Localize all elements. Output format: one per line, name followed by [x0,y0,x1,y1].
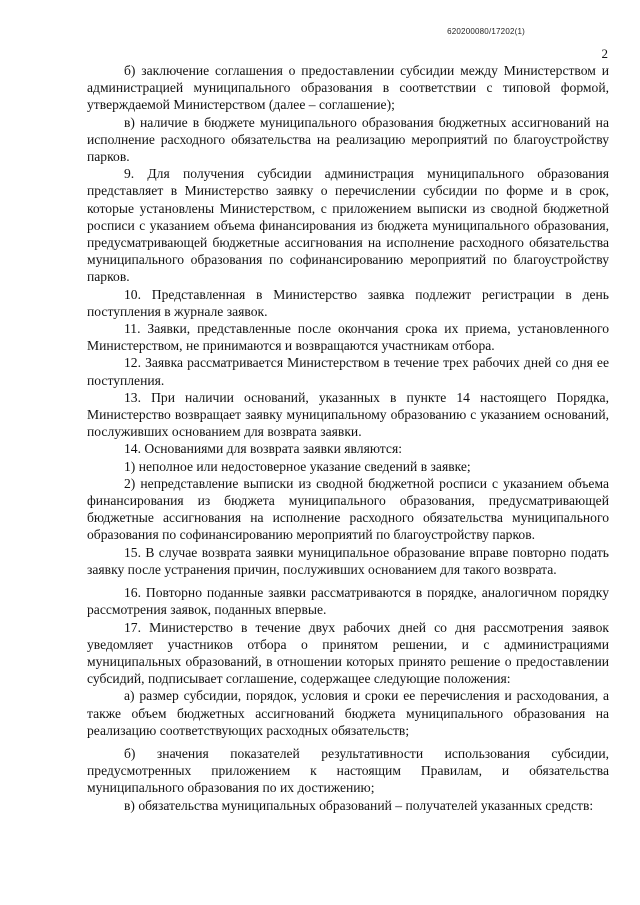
paragraph: 16. Повторно поданные заявки рассматриваются в порядке, аналогичном порядку рассмотрения заявок, поданных впервые. [87,585,609,618]
page-number: 2 [601,46,608,61]
paragraph: б) значения показателей результативности использования субсидии, предусмотренных приложением к настоящим Правилам, и обязательства муниципального образования по их достижению; [87,745,609,796]
paragraph: 17. Министерство в течение двух рабочих дней со дня рассмотрения заявок уведомляет участников отбора о принятом решении, и с администрациями муниципальных образований, в отношении которых принято решение о предоставлении субсидий, подписывает соглашение, содержащее следующие положения: [87,619,609,687]
paragraph: 13. При наличии оснований, указанных в пункте 14 настоящего Порядка, Министерство возвращает заявку муниципальному образованию с указанием оснований, послуживших основанием для возврата заявки. [87,389,609,440]
paragraph: 10. Представленная в Министерство заявка подлежит регистрации в день поступления в журнале заявок. [87,286,609,319]
document-code: 620200080/17202(1) [447,27,525,36]
paragraph: 12. Заявка рассматривается Министерством в течение трех рабочих дней со дня ее поступления. [87,355,609,388]
paragraph: в) обязательства муниципальных образований – получателей указанных средств: [124,797,594,813]
document-body [87,62,609,814]
paragraph: 1) неполное или недостоверное указание сведений в заявке; [124,458,471,474]
paragraph: 9. Для получения субсидии администрация муниципального образования представляет в Министерство заявку о перечислении субсидии по форме и в срок, которые установлены Министерством, с приложением выписки из сводной бюджетной росписи с указанием объема финансирования из бюджета муниципального образования, предусматривающей бюджетные ассигнования на исполнение расходного обязательства муниципального образования по софинансированию мероприятий по благоустройству парков. [87,166,609,285]
paragraph: б) заключение соглашения о предоставлении субсидии между Министерством и администрацией муниципального образования в соответствии с типовой формой, утверждаемой Министерством (далее – соглашение); [87,63,609,113]
paragraph: 15. В случае возврата заявки муниципальное образование вправе повторно подать заявку после устранения причин, послуживших основанием для такого возврата. [87,544,609,577]
paragraph: 14. Основаниями для возврата заявки являются: [124,441,402,457]
paragraph: 11. Заявки, представленные после окончания срока их приема, установленного Министерством, не принимаются и возвращаются участникам отбора. [87,321,609,354]
paragraph: 2) непредставление выписки из сводной бюджетной росписи с указанием объема финансирования из бюджета муниципального образования, предусматривающей бюджетные ассигнования на исполнение расходного обязательства муниципального образования по софинансированию мероприятий по благоустройству парков. [87,475,609,543]
paragraph: а) размер субсидии, порядок, условия и сроки ее перечисления и расходования, а также объем бюджетных ассигнований бюджета муниципального образования на реализацию соответствующих расходных обязательств; [87,688,609,738]
paragraph: в) наличие в бюджете муниципального образования бюджетных ассигнований на исполнение расходного обязательства на реализацию мероприятий по благоустройству парков. [87,114,609,165]
